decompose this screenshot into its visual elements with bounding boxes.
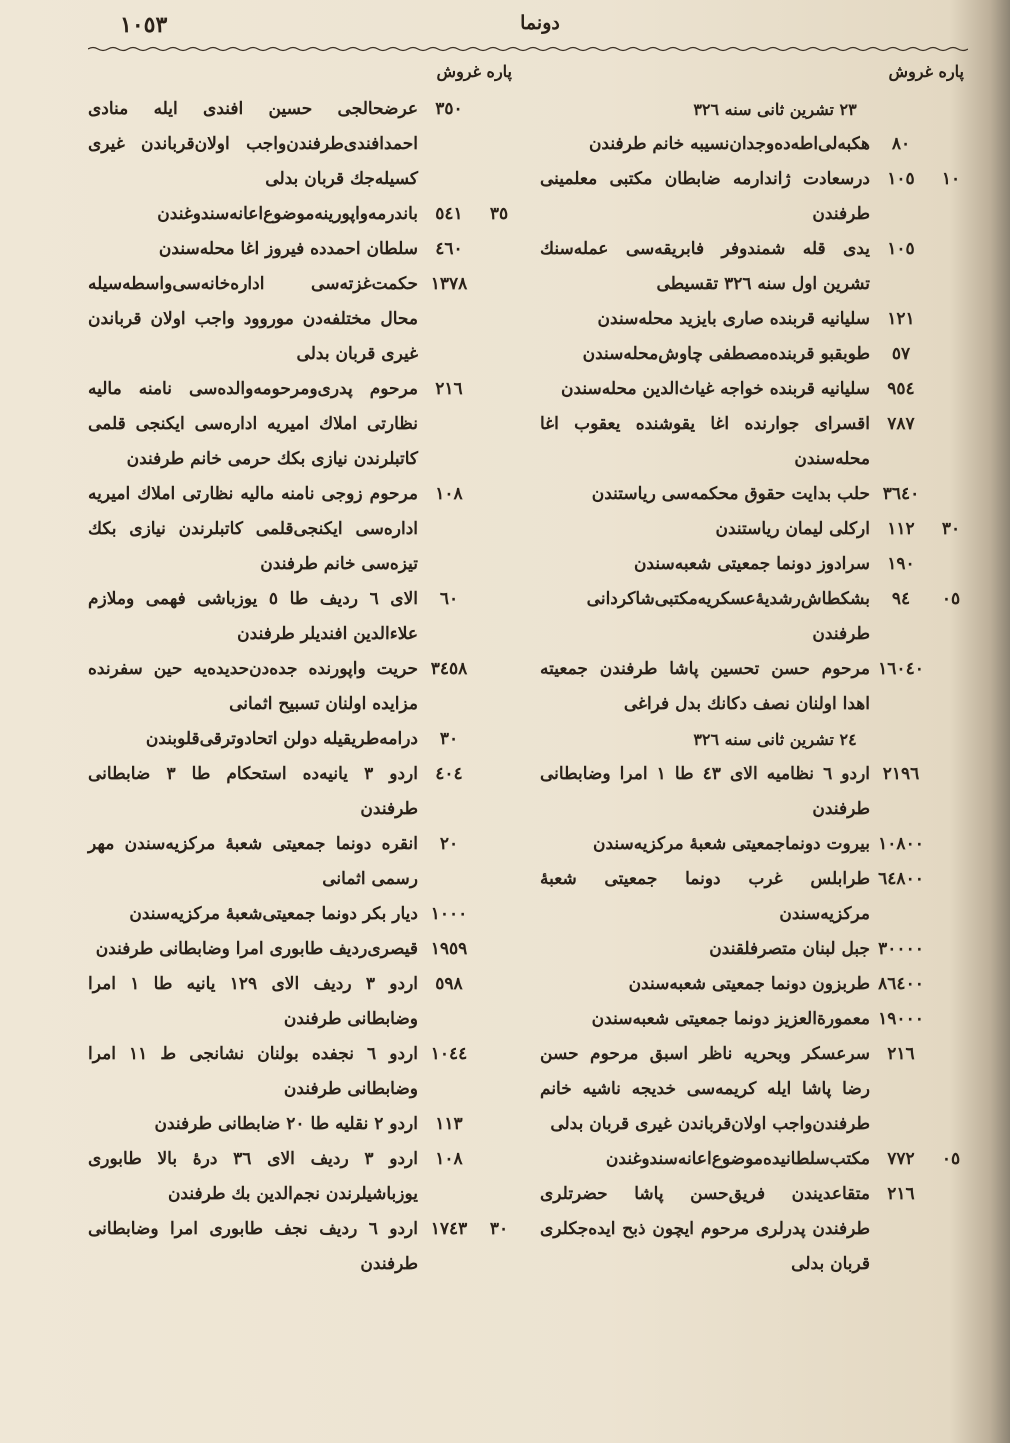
entry-description: یدی قله شمندوفر فابریقه‌سی عمله‌سنك تشرین اول سنه ٣٢٦ تقسیطی [540, 239, 870, 294]
entry-description: مرحوم پدری‌ومرحومه‌والده‌سی نامنه مالیه نظارتی املاك امیریه اداره‌سی ایکنجی قلمی کاتبلرندن نیازی بکك حرمی خانم طرفندن [88, 379, 418, 469]
page-header [120, 12, 960, 46]
ledger-entry [540, 827, 970, 862]
kurus-amount: ٢١٩٦ [882, 764, 920, 784]
column-left [88, 62, 518, 1282]
kurus-amount: ١١٢ [887, 519, 915, 539]
page-number: ١٠٥٣ [120, 12, 168, 38]
ledger-entry [88, 582, 518, 652]
kurus-amount: ٥٩٨ [435, 974, 463, 994]
date-line: ٢٤ تشرين ثانی سنه ٣٢٦ [693, 730, 857, 749]
para-amount: ٠٥ [941, 589, 961, 609]
entry-description: قیصری‌ردیف طابوری امرا وضابطانی طرفندن [95, 939, 418, 959]
kurus-amount: ١٠٨ [435, 484, 463, 504]
kurus-amount: ١٠٨٠٠ [878, 834, 924, 854]
kurus-amount: ٢١٦ [887, 1044, 915, 1064]
kurus-amount: ٢٠ [439, 834, 459, 854]
kurus-amount: ١٣٧٨ [430, 274, 468, 294]
date-line: ٢٣ تشرين ثانی سنه ٣٢٦ [693, 100, 857, 119]
ledger-entry [88, 477, 518, 582]
ledger-entry [540, 337, 970, 372]
kurus-amount: ٣٠٠٠٠ [878, 939, 924, 959]
entry-description: اردو ٣ ردیف الای ١٢٩ یانیه طا ١ امرا وضابطانی طرفندن [88, 974, 419, 1029]
entry-description: ارکلی لیمان ریاستندن [715, 519, 870, 539]
kurus-amount: ١٧٤٣ [430, 1219, 468, 1239]
entry-description: جبل لبنان متصرفلقندن [709, 939, 870, 959]
kurus-amount: ١٩٠ [887, 554, 915, 574]
entry-description: طربزون دونما جمعیتی شعبه‌سندن [628, 974, 870, 994]
kurus-amount: ٣٥٠ [435, 99, 463, 119]
kurus-amount: ١٠٠٠ [430, 904, 468, 924]
ledger-entry [88, 932, 518, 967]
entry-description: اردو ٦ نجفده بولنان نشانجی ط ١١ امرا وضابطانی طرفندن [88, 1044, 418, 1099]
para-amount: ١٠ [941, 169, 961, 189]
kurus-amount: ١٠٤٤ [430, 1044, 468, 1064]
ledger-entry [88, 757, 518, 827]
kurus-amount: ٧٧٢ [887, 1149, 915, 1169]
entry-description: حریت واپورنده جده‌دن‌حدیده‌یه حین سفرنده مزایده اولنان تسبیح اثمانی [88, 659, 418, 714]
column-body [88, 92, 518, 1282]
ledger-entry [88, 1107, 518, 1142]
ledger-entry [88, 967, 518, 1037]
entry-description: باندرمه‌واپورینه‌موضوع‌اعانه‌سندوغندن [157, 204, 418, 224]
kurus-amount: ٩٤ [891, 589, 911, 609]
column-body [540, 92, 970, 1282]
ledger-entry [540, 1177, 970, 1282]
kurus-amount: ١٩٥٩ [430, 939, 468, 959]
para-amount: ٠٥ [941, 1149, 961, 1169]
entry-description: اردو ٣ ردیف الای ٣٦ درهٔ بالا طابوری یوزباشیلرندن نجم‌الدین بك طرفندن [88, 1149, 418, 1204]
entry-description: سرادوز دونما جمعیتی شعبه‌سندن [633, 554, 870, 574]
kurus-amount: ٦٤٨٠٠ [878, 869, 924, 889]
ledger-entry [88, 267, 518, 372]
entry-description: سرعسکر وبحریه ناظر اسبق مرحوم حسن رضا پاشا ایله کریمه‌سی خدیجه ناشیه خانم طرفندن‌واجب اولان‌قرباندن غیری قربان بدلی [540, 1044, 870, 1134]
kurus-amount: ١٢١ [887, 309, 915, 329]
ledger-entry [540, 757, 970, 827]
ledger-entry [88, 232, 518, 267]
column-right [540, 62, 970, 1282]
entry-description: سلیانیه قربنده صاری بایزید محله‌سندن [597, 309, 870, 329]
ledger-entry [540, 372, 970, 407]
kurus-amount: ٧٨٧ [887, 414, 915, 434]
ledger-entry [540, 932, 970, 967]
kurus-amount: ٥٧ [891, 344, 911, 364]
ledger-entry [540, 862, 970, 932]
ledger-entry [540, 1037, 970, 1142]
kurus-amount: ٢١٦ [887, 1184, 915, 1204]
ledger-entry [88, 1142, 518, 1212]
entry-description: هکبه‌لی‌اطه‌ده‌وجدان‌نسیبه خانم طرفندن [588, 134, 870, 154]
entry-description: درامه‌طریقیله دولن اتحادوترقی‌قلوبندن [145, 729, 418, 749]
entry-description: عرضحالجی حسین افندی ایله منادی احمدافندی‌طرفندن‌واجب اولان‌قرباندن غیری کسیله‌جك قربان بدلی [88, 99, 418, 189]
ledger-entry [540, 127, 970, 162]
ledger-entry [88, 92, 518, 197]
entry-description: اردو ٦ نظامیه الای ٤٣ طا ١ امرا وضابطانی طرفندن [540, 764, 871, 819]
ledger-entry [540, 477, 970, 512]
entry-description: بشکطاش‌رشدیهٔ‌عسکریه‌مکتبی‌شاکردانی طرفندن [586, 589, 870, 644]
para-amount: ٣٠ [941, 519, 961, 539]
ledger-entry [540, 582, 970, 652]
ledger-entry [88, 1037, 518, 1107]
entry-description: اقسرای جوارنده اغا یقوشنده یعقوب اغا محله‌سندن [540, 414, 870, 469]
ledger-entry [540, 302, 970, 337]
entry-description: انقره دونما جمعیتی شعبهٔ مرکزیه‌سندن مهر رسمی اثمانی [88, 834, 418, 889]
header-rule [88, 46, 968, 52]
ledger-entry [540, 162, 970, 232]
entry-description: حکمت‌غزته‌سی اداره‌خانه‌سی‌واسطه‌سیله محال مختلفه‌دن موروود واجب اولان قرباندن غیری قربان بدلی [88, 274, 418, 364]
entry-description: سلیانیه قربنده خواجه غیاث‌الدین محله‌سندن [561, 379, 870, 399]
entry-description: اردو ٢ نقلیه طا ٢٠ ضابطانی طرفندن [154, 1114, 418, 1134]
ledger-entry [88, 897, 518, 932]
kurus-amount: ١٠٥ [887, 239, 915, 259]
kurus-amount: ١٦٠٤٠ [878, 659, 924, 679]
ledger-entry [88, 372, 518, 477]
kurus-amount: ١٠٥ [887, 169, 915, 189]
entry-description: درسعادت ژاندارمه ضابطان مکتبی معلمینی طرفندن [540, 169, 870, 224]
ledger-entry [540, 1142, 970, 1177]
ledger-entry [540, 407, 970, 477]
kurus-amount: ٥٤١ [435, 204, 463, 224]
ledger-entry [540, 967, 970, 1002]
entry-description: معمورةالعزیز دونما جمعیتی شعبه‌سندن [591, 1009, 870, 1029]
entry-description: طوبقبو قربنده‌مصطفی چاوش‌محله‌سندن [582, 344, 870, 364]
ledger-entry [540, 652, 970, 722]
ledger-entry [540, 1002, 970, 1037]
entry-description: دیار بکر دونما جمعیتی‌شعبهٔ مرکزیه‌سندن [129, 904, 418, 924]
entry-description: مرحوم زوجی نامنه مالیه نظارتی املاك امیریه اداره‌سی ایکنجی‌قلمی کاتبلرندن نیازی بکك تیزه‌سی خانم طرفندن [88, 484, 418, 574]
ledger-entry [540, 232, 970, 302]
kurus-amount: ١٠٨ [435, 1149, 463, 1169]
ledger-entry [88, 652, 518, 722]
ledger-entry [88, 1212, 518, 1282]
para-amount: ٣٠ [489, 1219, 509, 1239]
ledger-entry [88, 197, 518, 232]
entry-description: الای ٦ ردیف طا ٥ یوزباشی فهمی وملازم علاءالدین افندیلر طرفندن [88, 589, 418, 644]
para-amount: ٣٥ [489, 204, 509, 224]
entry-description: اردو ٣ یانیه‌ده استحکام طا ٣ ضابطانی طرفندن [88, 764, 418, 819]
kurus-amount: ٤٠٤ [435, 764, 463, 784]
ledger-entry [88, 827, 518, 897]
entry-description: مکتب‌سلطانیده‌موضوع‌اعانه‌سندوغندن [605, 1149, 870, 1169]
kurus-amount: ٣٤٥٨ [430, 659, 468, 679]
kurus-amount: ٨٠ [891, 134, 911, 154]
kurus-amount: ٨٦٤٠٠ [878, 974, 924, 994]
entry-description: سلطان احمدده فیروز اغا محله‌سندن [158, 239, 418, 259]
kurus-amount: ٣٦٤٠ [882, 484, 920, 504]
entry-description: حلب بدایت حقوق محکمه‌سی ریاستندن [591, 484, 870, 504]
entry-description: اردو ٦ ردیف نجف طابوری امرا وضابطانی طرفندن [88, 1219, 418, 1274]
ledger-entry [540, 512, 970, 547]
running-title: دونما [520, 12, 560, 34]
kurus-amount: ٤٦٠ [435, 239, 463, 259]
column-header: پاره غروش [436, 62, 512, 81]
kurus-amount: ٦٠ [439, 589, 459, 609]
ledger-entry [88, 722, 518, 757]
entry-description: طرابلس غرب دونما جمعیتی شعبهٔ مرکزیه‌سندن [540, 869, 870, 924]
kurus-amount: ٩٥٤ [887, 379, 915, 399]
kurus-amount: ٢١٦ [435, 379, 463, 399]
column-header: پاره غروش [888, 62, 964, 81]
kurus-amount: ٣٠ [439, 729, 459, 749]
ledger-entry [540, 547, 970, 582]
kurus-amount: ١١٣ [435, 1114, 463, 1134]
entry-description: بیروت دونماجمعیتی شعبهٔ مرکزیه‌سندن [593, 834, 870, 854]
entry-description: متقاعدیندن فریق‌حسن پاشا حضرتلری طرفندن پدرلری مرحوم ایچون ذبح ایده‌جکلری قربان بدلی [540, 1184, 870, 1274]
entry-description: مرحوم حسن تحسین پاشا طرفندن جمعیته اهدا اولنان نصف دکانك بدل فراغی [540, 659, 870, 714]
kurus-amount: ١٩٠٠٠ [878, 1009, 924, 1029]
